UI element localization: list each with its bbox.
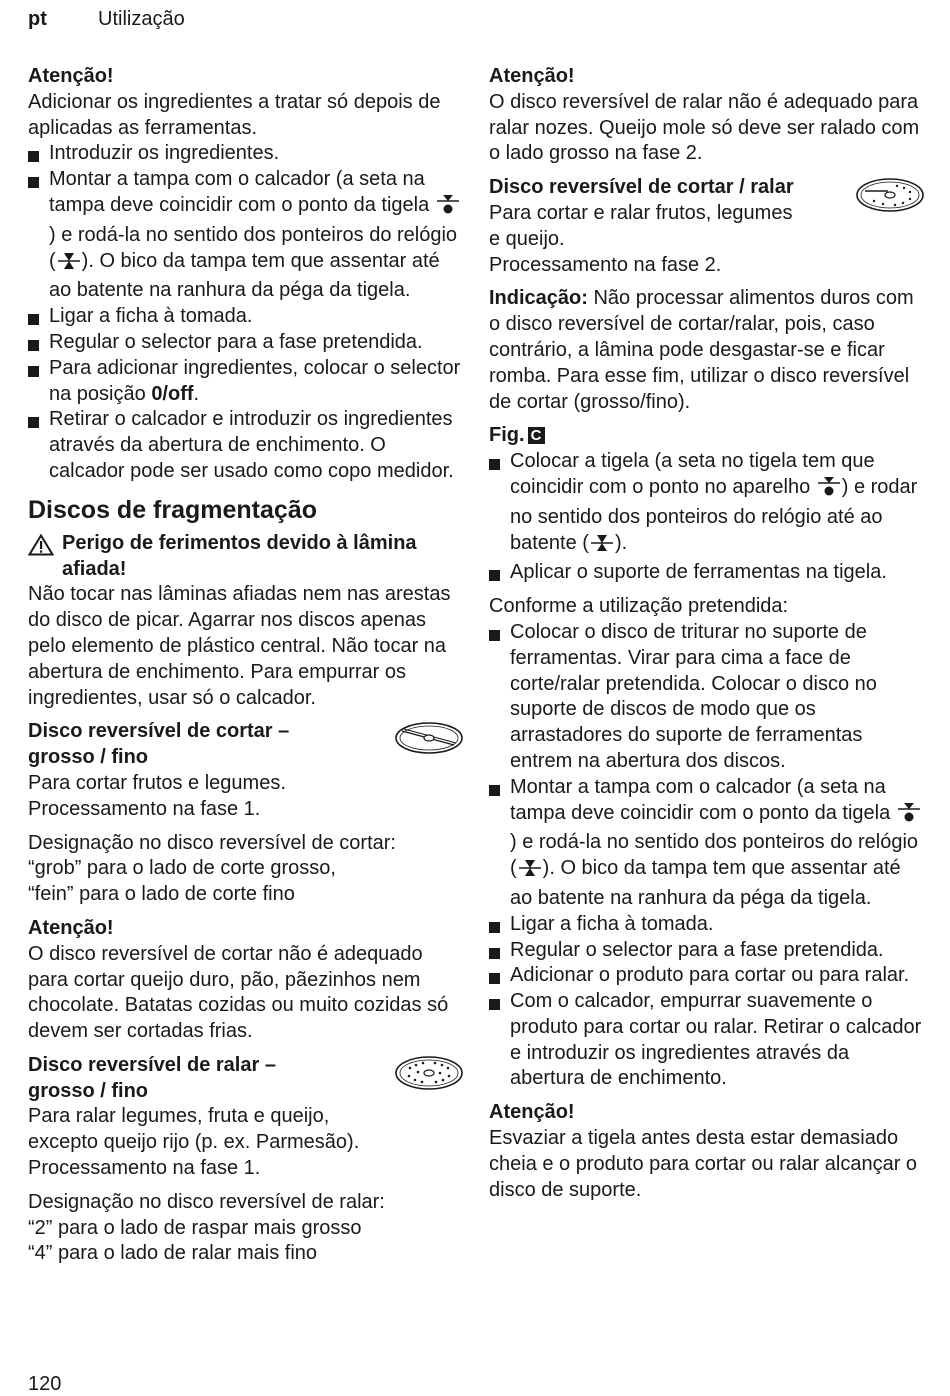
designation-text: Designação no disco reversível de ralar: — [28, 1190, 385, 1213]
list-item — [489, 620, 925, 775]
step-text: Colocar o disco de triturar no suporte de ferramentas. Virar para cima a face de corte/ralar pretendida. Colocar o disco no suporte de discos de modo que os arrastadores do suporte de ferramentas entrem na abertura dos discos. — [510, 620, 877, 772]
disc-grate-block — [28, 1053, 464, 1182]
step-text: Montar a tampa com o calcador (a seta na tampa deve coincidir com o ponto da tigela — [49, 168, 430, 216]
step-text: Ligar a ficha à tomada. — [49, 305, 253, 328]
attention-heading: Atenção! — [489, 1101, 575, 1124]
step-text: ). O bico da tampa tem que assentar até ao batente na ranhura da péga da tigela. — [510, 857, 901, 909]
disc-cut-text: Para cortar frutos e legumes. — [28, 771, 286, 794]
step-text: Regular o selector para a fase pretendida. — [49, 330, 423, 353]
designation-text: “grob” para o lado de corte grosso, — [28, 857, 336, 880]
list-item — [489, 775, 925, 912]
designation-grate — [28, 1190, 464, 1267]
step-text: Aplicar o suporte de ferramentas na tigela. — [510, 561, 887, 584]
attention-heading: Atenção! — [28, 65, 114, 87]
disc-cut-grate-text: Processamento na fase 2. — [489, 253, 722, 276]
disc-grate-title: Disco reversível de ralar – — [28, 1053, 276, 1076]
cut-grate-disc-icon — [855, 177, 925, 221]
step-text: ). O bico da tampa tem que assentar até ao batente na ranhura da péga da tigela. — [49, 249, 440, 302]
disc-grate-title: grosso / fino — [28, 1079, 148, 1102]
language-code: pt — [28, 8, 47, 30]
list-item — [28, 407, 464, 484]
instruction-list — [489, 620, 925, 1092]
disc-cut-grate-text: e queijo. — [489, 227, 565, 250]
disc-cut-block — [28, 719, 464, 822]
attention-text: O disco reversível de cortar não é adequado para cortar queijo duro, pão, pãezinhos nem chocolate. Batatas cozidas ou muito cozidas só devem ser cortadas frias. — [28, 942, 449, 1043]
designation-cut — [28, 831, 464, 908]
disc-grate-text: Para ralar legumes, fruta e queijo, — [28, 1105, 330, 1128]
list-item — [28, 330, 464, 356]
disc-cut-title: Disco reversível de cortar – — [28, 720, 290, 743]
disc-grate-text: excepto queijo rijo (p. ex. Parmesão). — [28, 1131, 360, 1154]
note-text: Não processar alimentos duros com o disco reversível de cortar/ralar, pois, caso contrário, a lâmina pode desgastar-se e ficar romba. Para esse fim, utilizar o disco reversível de cortar (grosso/fino). — [489, 287, 914, 413]
step-text: ). — [614, 531, 628, 554]
fig-letter-badge: C — [528, 427, 545, 444]
step-text: Adicionar o produto para cortar ou para ralar. — [510, 964, 910, 987]
fig-label: Fig. — [489, 424, 525, 447]
list-item — [28, 304, 464, 330]
attention-heading: Atenção! — [28, 916, 114, 939]
step-text: ) e rodá-la no sentido dos ponteiros do relógio ( — [49, 223, 458, 272]
right-column — [489, 64, 925, 1203]
attention-text: Esvaziar a tigela antes desta estar demasiado cheia e o produto para cortar ou ralar alcançar o disco de suporte. — [489, 1127, 918, 1201]
attention-heading: Atenção! — [489, 65, 575, 87]
page-number: 120 — [28, 1373, 62, 1395]
danger-title: Perigo de ferimentos devido à lâmina afiada! — [62, 531, 417, 580]
list-item — [28, 167, 464, 304]
usage-intro: Conforme a utilização pretendida: — [489, 595, 789, 618]
slicing-disc-icon — [394, 721, 464, 763]
step-text: ) e rodar no sentido dos ponteiros do relógio até ao batente ( — [510, 475, 918, 554]
instruction-list — [28, 141, 464, 484]
designation-text: “2” para o lado de raspar mais grosso — [28, 1216, 362, 1239]
designation-text: “4” para o lado de ralar mais fino — [28, 1242, 318, 1265]
list-item — [489, 560, 925, 586]
grating-disc-icon — [394, 1055, 464, 1099]
list-item — [489, 989, 925, 1092]
arrow-dot-icon — [818, 477, 840, 505]
list-item — [489, 938, 925, 964]
step-text: ) e rodá-la no sentido dos ponteiros do relógio ( — [510, 831, 919, 880]
step-text: Montar a tampa com o calcador (a seta na tampa deve coincidir com o ponto da tigela — [510, 775, 891, 824]
section-title: Discos de fragmentação — [28, 495, 317, 524]
warning-triangle-icon — [28, 531, 62, 583]
header-title: Utilização — [98, 8, 185, 30]
list-item — [28, 356, 464, 408]
step-text: . — [193, 382, 200, 405]
arrow-dot-icon — [437, 195, 459, 223]
danger-warning — [28, 531, 464, 583]
disc-cut-grate-block — [489, 175, 925, 278]
selector-position: 0/off — [151, 382, 194, 405]
step-text: Colocar a tigela (a seta no tigela tem que coincidir com o ponto no aparelho — [510, 450, 875, 498]
instruction-list — [489, 449, 925, 586]
designation-text: Designação no disco reversível de cortar: — [28, 831, 396, 854]
note-label: Indicação: — [489, 287, 588, 310]
disc-cut-title: grosso / fino — [28, 746, 148, 769]
disc-cut-grate-text: Para cortar e ralar frutos, legumes — [489, 201, 793, 224]
arrow-lock-icon — [591, 533, 613, 561]
danger-text: Não tocar nas lâminas afiadas nem nas arestas do disco de picar. Agarrar nos discos apenas pelo elemento de plástico central. Não tocar na abertura de enchimento. Para empurrar os ingredientes, usar só o calcador. — [28, 583, 451, 709]
step-text: Para adicionar ingredientes, colocar o selector na posição — [49, 356, 461, 405]
step-text: Introduzir os ingredientes. — [49, 142, 280, 165]
list-item — [489, 963, 925, 989]
attention-text: Adicionar os ingredientes a tratar só depois de aplicadas as ferramentas. — [28, 90, 441, 139]
step-text: Retirar o calcador e introduzir os ingredientes através da abertura de enchimento. O calcador pode ser usado como copo medidor. — [49, 408, 454, 482]
disc-grate-text: Processamento na fase 1. — [28, 1157, 261, 1180]
list-item — [489, 449, 925, 560]
note-paragraph — [489, 286, 925, 415]
arrow-lock-icon — [58, 251, 80, 279]
left-column — [28, 64, 464, 1267]
designation-text: “fein” para o lado de corte fino — [28, 883, 295, 906]
attention-text: O disco reversível de ralar não é adequado para ralar nozes. Queijo mole só deve ser ralado com o lado grosso na fase 2. — [489, 90, 920, 165]
arrow-lock-icon — [519, 858, 541, 886]
step-text: Ligar a ficha à tomada. — [510, 912, 714, 935]
list-item — [28, 141, 464, 167]
arrow-dot-icon — [898, 803, 920, 831]
disc-cut-grate-title: Disco reversível de cortar / ralar — [489, 176, 794, 199]
figure-reference — [489, 423, 925, 449]
disc-cut-text: Processamento na fase 1. — [28, 797, 261, 820]
page-header — [28, 6, 185, 32]
list-item — [489, 912, 925, 938]
step-text: Com o calcador, empurrar suavemente o produto para cortar ou ralar. Retirar o calcador e introduzir os ingredientes através da abertura de enchimento. — [510, 990, 922, 1090]
step-text: Regular o selector para a fase pretendida. — [510, 938, 884, 961]
